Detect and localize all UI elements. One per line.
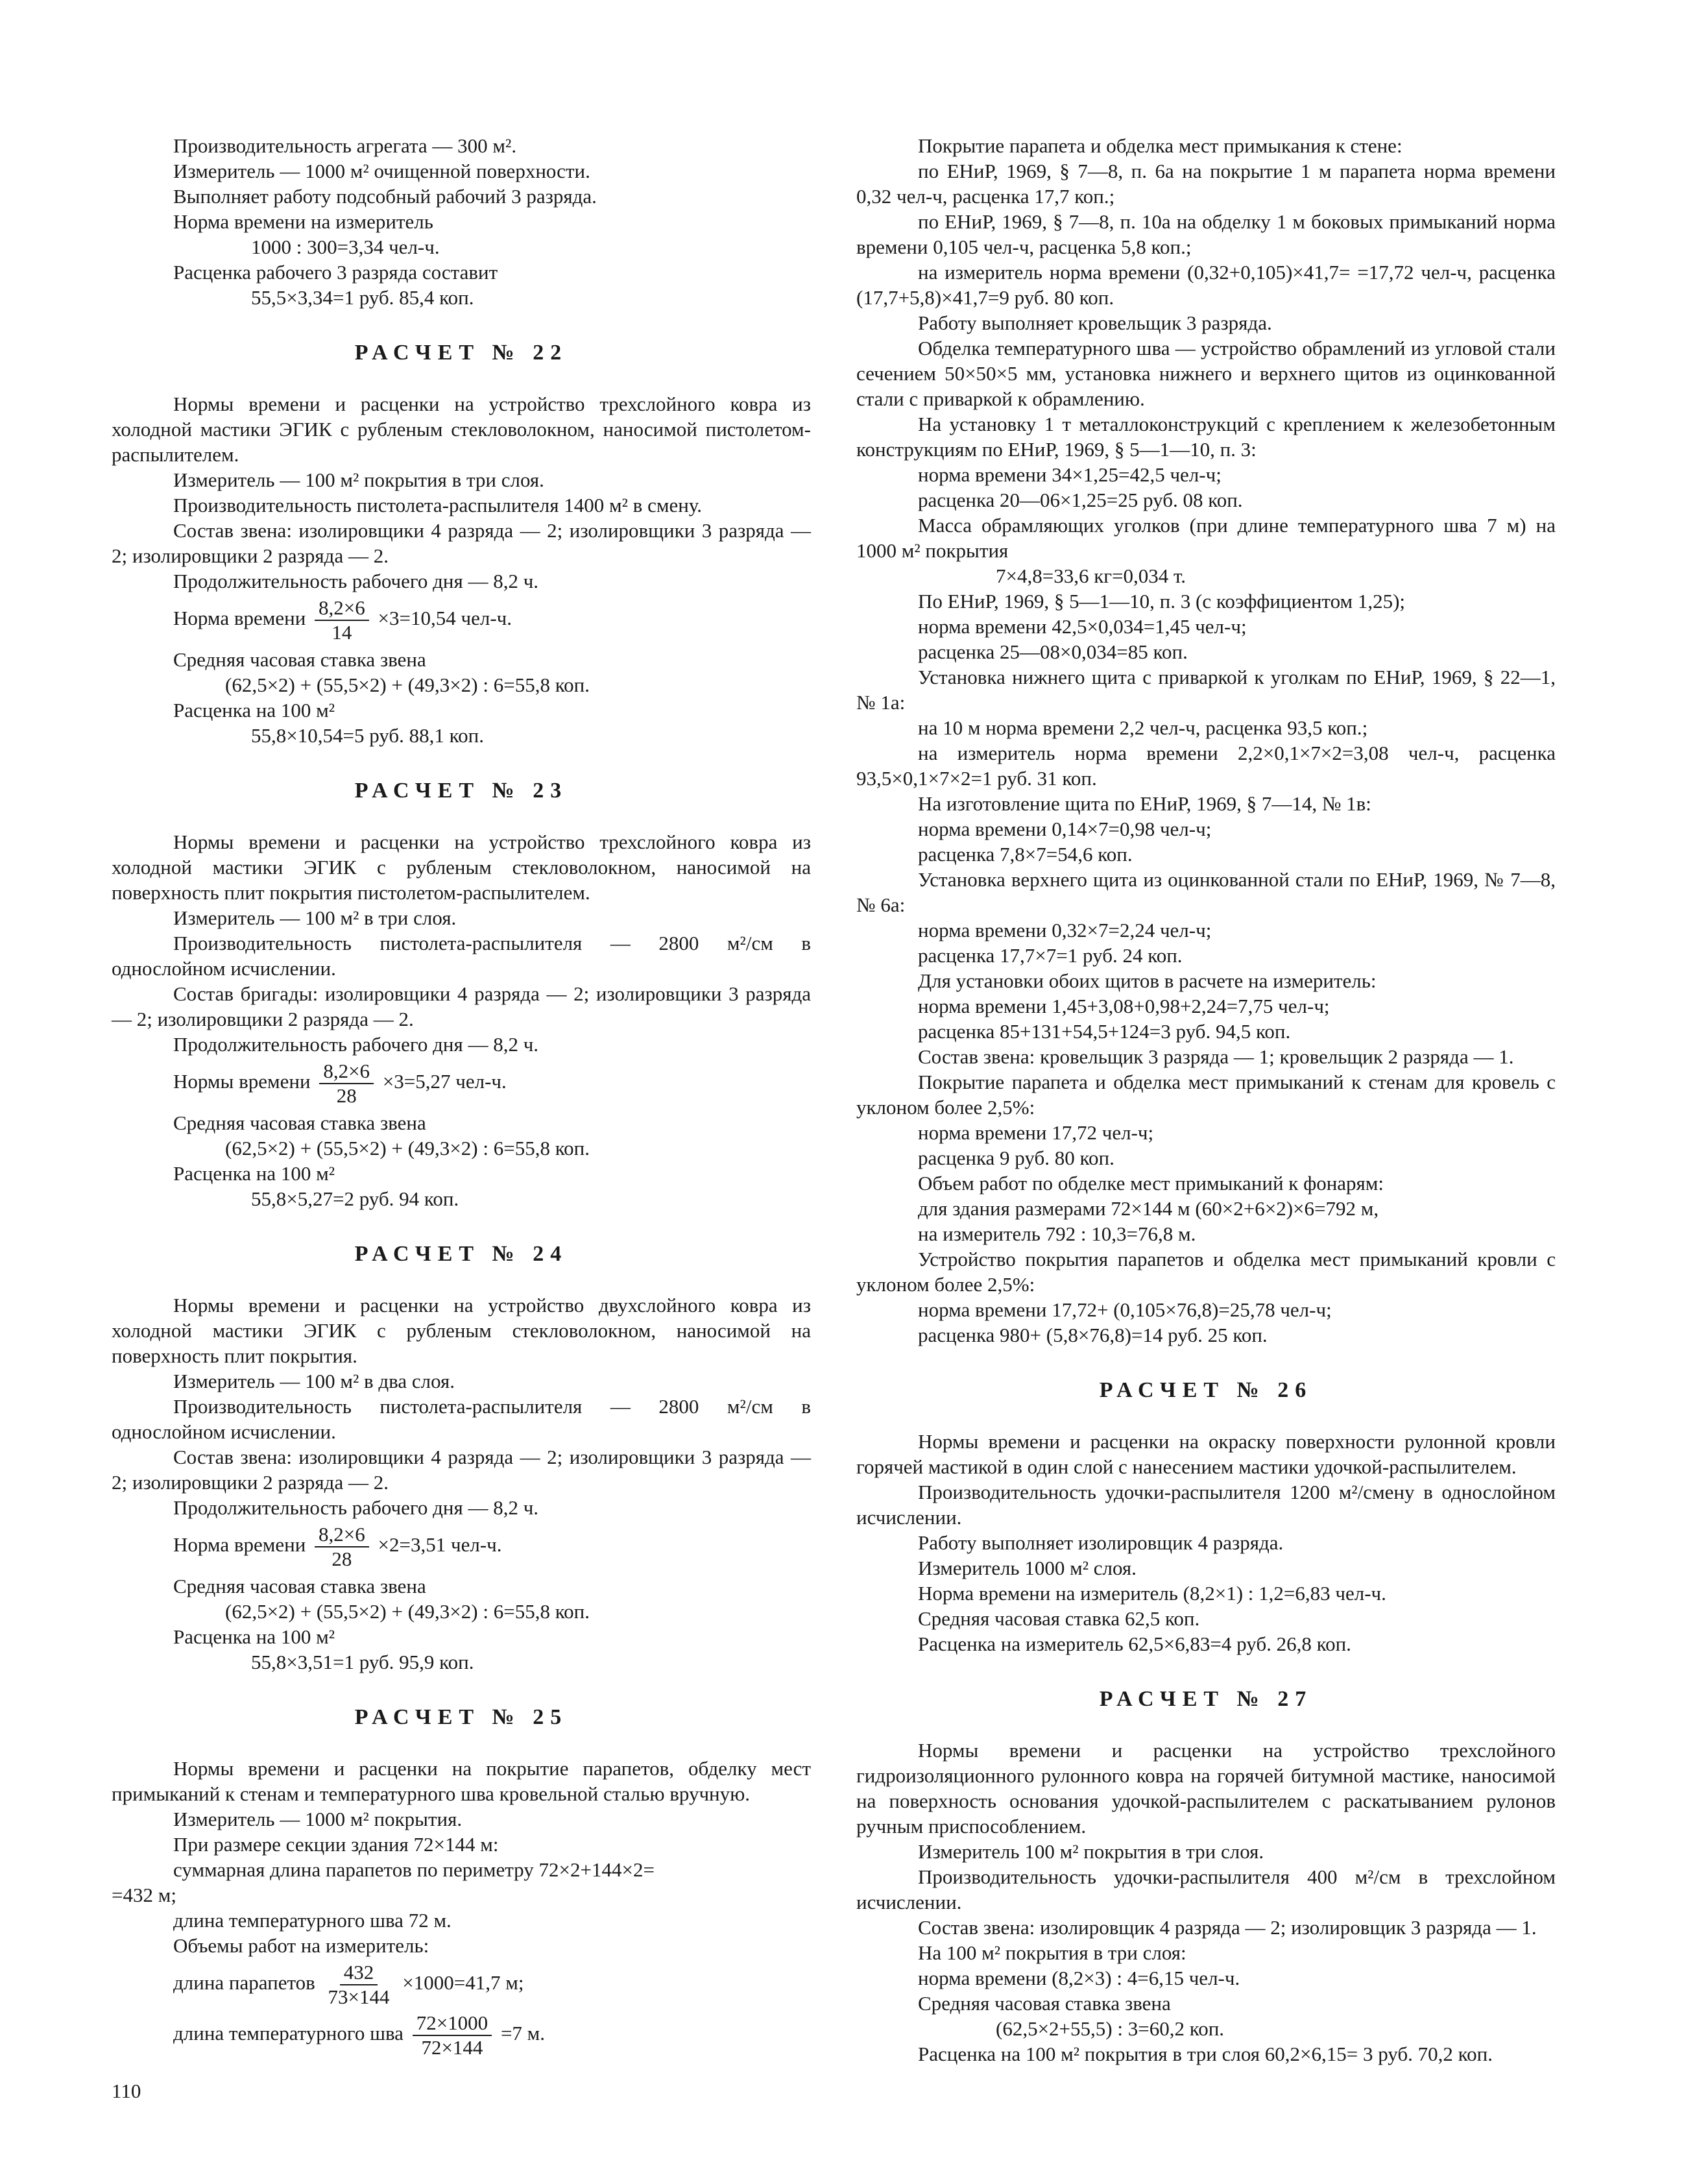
text-line: Покрытие парапета и обделка мест примыкания к стене: [918,134,1403,157]
formula-label: длина температурного шва [173,2022,403,2045]
text-line: По ЕНиР, 1969, § 5—1—10, п. 3 (с коэффициентом 1,25); [918,590,1406,613]
numerator: 432 [340,1961,378,1985]
text-line: суммарная длина парапетов по периметру 72×2+144×2= [173,1858,655,1881]
fraction [413,2011,492,2059]
section-heading: РАСЧЕТ № 27 [1099,1687,1313,1711]
numerator: 8,2×6 [315,1523,369,1547]
numerator: 72×1000 [413,2011,492,2036]
formula-label: Норма времени [173,607,306,630]
fraction-formula [112,1060,811,1108]
text-line: Норма времени на измеритель (8,2×1) : 1,2=6,83 чел-ч. [918,1582,1386,1605]
text-line: =432 м; [112,1884,176,1906]
paragraph: Покрытие парапета и обделка мест примыканий к стенам для кровель с уклоном более 2,5%: [856,1071,1556,1119]
text-line: Работу выполняет кровельщик 3 разряда. [918,311,1272,334]
formula-label: Норма времени [173,1533,306,1557]
text-line: Расценка на 100 м² [173,1625,335,1648]
text-line: Для установки обоих щитов в расчете на измеритель: [918,969,1377,992]
fraction-formula [112,1961,811,2009]
text-line: Измеритель 100 м² покрытия в три слоя. [918,1840,1264,1863]
fraction [315,596,369,644]
section-heading: РАСЧЕТ № 24 [354,1242,568,1266]
paragraph: Состав звена: изолировщики 4 разряда — 2; изолировщики 3 разряда — 2; изолировщики 2 разряда — 2. [112,1446,811,1494]
paragraph: Нормы времени и расценки на покрытие парапетов, обделку мест примыканий к стенам и температурного шва кровельной сталью вручную. [112,1757,811,1805]
text-line: Средняя часовая ставка звена [918,1992,1171,2015]
text-line: Работу выполняет изолировщик 4 разряда. [918,1531,1284,1554]
text-line: На изготовление щита по ЕНиР, 1969, § 7—14, № 1в: [918,792,1371,815]
paragraph: На установку 1 т металлоконструкций с креплением к железобетонным конструкциям по ЕНиР, 1969, § 5—1—10, п. 3: [856,413,1556,461]
text-line: Продолжительность рабочего дня — 8,2 ч. [173,1033,539,1056]
paragraph: на измеритель норма времени (0,32+0,105)×41,7= =17,72 чел-ч, расценка (17,7+5,8)×41,7=9 руб. 80 коп. [856,261,1556,309]
text-line: Измеритель — 1000 м² покрытия. [173,1808,463,1830]
denominator: 73×144 [328,1985,390,2008]
paragraph: Состав звена: изолировщик 4 разряда — 2; изолировщик 3 разряда — 1. [918,1916,1537,1939]
text-line: Измеритель — 100 м² в два слоя. [173,1370,455,1392]
text-line: Измеритель — 100 м² покрытия в три слоя. [173,468,544,491]
text-line: Выполняет работу подсобный рабочий 3 разряда. [173,185,597,208]
paragraph: Масса обрамляющих уголков (при длине температурного шва 7 м) на 1000 м² покрытия [856,514,1556,562]
formula-line: 55,8×3,51=1 руб. 95,9 коп. [251,1651,474,1673]
text-line: расценка 9 руб. 80 коп. [918,1147,1114,1169]
paragraph: по ЕНиР, 1969, § 7—8, п. 10а на обделку 1 м боковых примыканий норма времени 0,105 чел-ч, расценка 5,8 коп.; [856,210,1556,258]
text-line: норма времени 34×1,25=42,5 чел-ч; [918,463,1222,486]
paragraph: Производительность удочки-распылителя 1200 м²/смену в однослойном исчислении. [856,1481,1556,1529]
text-line: На 100 м² покрытия в три слоя: [918,1941,1186,1964]
text-line: Средняя часовая ставка звена [173,1575,426,1597]
paragraph: Производительность удочки-распылителя 400 м²/см в трехслойном исчислении. [856,1865,1556,1913]
text-line: на измеритель 792 : 10,3=76,8 м. [918,1222,1196,1245]
section-heading: РАСЧЕТ № 26 [1099,1378,1313,1402]
fraction-formula [112,1523,811,1571]
formula-line: (62,5×2) + (55,5×2) + (49,3×2) : 6=55,8 коп. [225,673,590,696]
paragraph: Нормы времени и расценки на устройство трехслойного гидроизоляционного рулонного ковра на горячей битумной мастике, наносимой на поверхность основания удочкой-распылителем с раскатыванием рулонов ручным приспособлением. [856,1739,1556,1838]
text-line: Средняя часовая ставка звена [173,648,426,671]
text-line: норма времени 0,14×7=0,98 чел-ч; [918,818,1212,840]
paragraph: Нормы времени и расценки на устройство трехслойного ковра из холодной мастики ЭГИК с рубленым стекловолокном, наносимой пистолетом-распылителем. [112,393,811,466]
page-number: 110 [112,2080,141,2102]
formula-line: 55,8×10,54=5 руб. 88,1 коп. [251,724,484,747]
text-line: длина температурного шва 72 м. [173,1909,452,1932]
text-line: норма времени 17,72 чел-ч; [918,1121,1154,1144]
text-line: расценка 85+131+54,5+124=3 руб. 94,5 коп. [918,1020,1291,1043]
paragraph: Установка нижнего щита с приваркой к уголкам по ЕНиР, 1969, § 22—1, № 1а: [856,666,1556,714]
section-heading: РАСЧЕТ № 22 [354,341,568,365]
text-line: норма времени 42,5×0,034=1,45 чел-ч; [918,615,1247,638]
paragraph: Состав звена: изолировщики 4 разряда — 2; изолировщики 3 разряда — 2; изолировщики 2 разряда — 2. [112,519,811,567]
text-line: Расценка на измеритель 62,5×6,83=4 руб. 26,8 коп. [918,1632,1351,1655]
denominator: 72×144 [421,2036,483,2059]
left-column [112,133,811,2062]
text-line: Объем работ по обделке мест примыканий к фонарям: [918,1172,1384,1195]
denominator: 28 [331,1547,352,1570]
formula-label: длина парапетов [173,1971,315,1995]
text-line: расценка 17,7×7=1 руб. 24 коп. [918,944,1183,967]
formula-result: ×2=3,51 чел-ч. [378,1533,502,1557]
text-line: Продолжительность рабочего дня — 8,2 ч. [173,1496,539,1519]
text-line: Расценка на 100 м² [173,699,335,722]
formula-line: (62,5×2) + (55,5×2) + (49,3×2) : 6=55,8 коп. [225,1137,590,1159]
text-line: Норма времени на измеритель [173,210,433,233]
text-line: расценка 25—08×0,034=85 коп. [918,640,1188,663]
formula-line: 55,5×3,34=1 руб. 85,4 коп. [251,286,474,309]
paragraph: Производительность пистолета-распылителя 1400 м² в смену. [173,494,702,516]
section-heading: РАСЧЕТ № 23 [354,779,568,803]
text-line: Продолжительность рабочего дня — 8,2 ч. [173,570,539,592]
text-line: Объемы работ на измеритель: [173,1934,429,1957]
fraction-formula [112,596,811,644]
text-line: Производительность агрегата — 300 м². [173,134,517,157]
text-line: норма времени 1,45+3,08+0,98+2,24=7,75 чел-ч; [918,995,1330,1017]
fraction [324,1961,394,2009]
formula-line: 55,8×5,27=2 руб. 94 коп. [251,1187,459,1210]
paragraph: Состав бригады: изолировщики 4 разряда — 2; изолировщики 3 разряда — 2; изолировщики 2 разряда — 2. [112,982,811,1030]
formula-line: 7×4,8=33,6 кг=0,034 т. [996,564,1186,587]
text-line: на 10 м норма времени 2,2 чел-ч, расценка 93,5 коп.; [918,716,1368,739]
text-line: Измеритель — 1000 м² очищенной поверхности. [173,160,590,182]
text-line: Расценка рабочего 3 разряда составит [173,261,498,284]
text-line: Расценка на 100 м² [173,1162,335,1185]
formula-result: ×1000=41,7 м; [402,1971,524,1995]
text-line: Измеритель — 100 м² в три слоя. [173,906,457,929]
denominator: 28 [336,1084,357,1107]
text-line: расценка 20—06×1,25=25 руб. 08 коп. [918,489,1243,511]
formula-line: 1000 : 300=3,34 чел-ч. [251,236,440,258]
paragraph: Обделка температурного шва — устройство обрамлений из угловой стали сечением 50×50×5 мм, установка нижнего и верхнего щитов из оцинкованной стали с приваркой к обрамлению. [856,337,1556,410]
paragraph: Расценка на 100 м² покрытия в три слоя 60,2×6,15= 3 руб. 70,2 коп. [918,2043,1493,2065]
paragraph: по ЕНиР, 1969, § 7—8, п. 6а на покрытие 1 м парапета норма времени 0,32 чел-ч, расценка 17,7 коп.; [856,160,1556,208]
text-line: Средняя часовая ставка 62,5 коп. [918,1607,1200,1630]
formula-result: ×3=10,54 чел-ч. [378,607,512,630]
formula-result: =7 м. [500,2022,546,2045]
text-line: Измеритель 1000 м² слоя. [918,1557,1137,1579]
section-heading: РАСЧЕТ № 25 [354,1705,568,1729]
paragraph: Установка верхнего щита из оцинкованной стали по ЕНиР, 1969, № 7—8, № 6а: [856,868,1556,916]
numerator: 8,2×6 [319,1060,374,1084]
numerator: 8,2×6 [315,596,369,621]
text-line: норма времени (8,2×3) : 4=6,15 чел-ч. [918,1967,1240,1989]
text-line: При размере секции здания 72×144 м: [173,1833,499,1856]
text-line: для здания размерами 72×144 м (60×2+6×2)×6=792 м, [918,1197,1379,1220]
paragraph: на измеритель норма времени 2,2×0,1×7×2=3,08 чел-ч, расценка 93,5×0,1×7×2=1 руб. 31 коп. [856,742,1556,790]
text-line: расценка 7,8×7=54,6 коп. [918,843,1133,866]
formula-line: (62,5×2) + (55,5×2) + (49,3×2) : 6=55,8 коп. [225,1600,590,1623]
formula-result: ×3=5,27 чел-ч. [382,1070,507,1093]
paragraph: Нормы времени и расценки на устройство двухслойного ковра из холодной мастики ЭГИК с рубленым стекловолокном, наносимой на поверхность плит покрытия. [112,1294,811,1367]
formula-label: Нормы времени [173,1070,311,1093]
text-line: расценка 980+ (5,8×76,8)=14 руб. 25 коп. [918,1324,1268,1346]
paragraph: Производительность пистолета-распылителя — 2800 м²/см в однослойном исчислении. [112,932,811,980]
text-line: Средняя часовая ставка звена [173,1111,426,1134]
text-line: норма времени 0,32×7=2,24 чел-ч; [918,919,1212,941]
fraction-formula [112,2011,811,2059]
paragraph: Нормы времени и расценки на окраску поверхности рулонной кровли горячей мастикой в один слой с нанесением мастики удочкой-распылителем. [856,1430,1556,1478]
paragraph: Производительность пистолета-распылителя — 2800 м²/см в однослойном исчислении. [112,1395,811,1443]
paragraph: Состав звена: кровельщик 3 разряда — 1; кровельщик 2 разряда — 1. [918,1045,1514,1068]
text-line: норма времени 17,72+ (0,105×76,8)=25,78 чел-ч; [918,1298,1332,1321]
paragraph: Нормы времени и расценки на устройство трехслойного ковра из холодной мастики ЭГИК с рубленым стекловолокном, наносимой на поверхность плит покрытия пистолетом-распылителем. [112,831,811,904]
fraction [319,1060,374,1108]
denominator: 14 [331,621,352,644]
right-column [856,133,1556,2067]
fraction [315,1523,369,1571]
paragraph: Устройство покрытия парапетов и обделка мест примыканий кровли с уклоном более 2,5%: [856,1248,1556,1296]
formula-line: (62,5×2+55,5) : 3=60,2 коп. [996,2017,1225,2040]
